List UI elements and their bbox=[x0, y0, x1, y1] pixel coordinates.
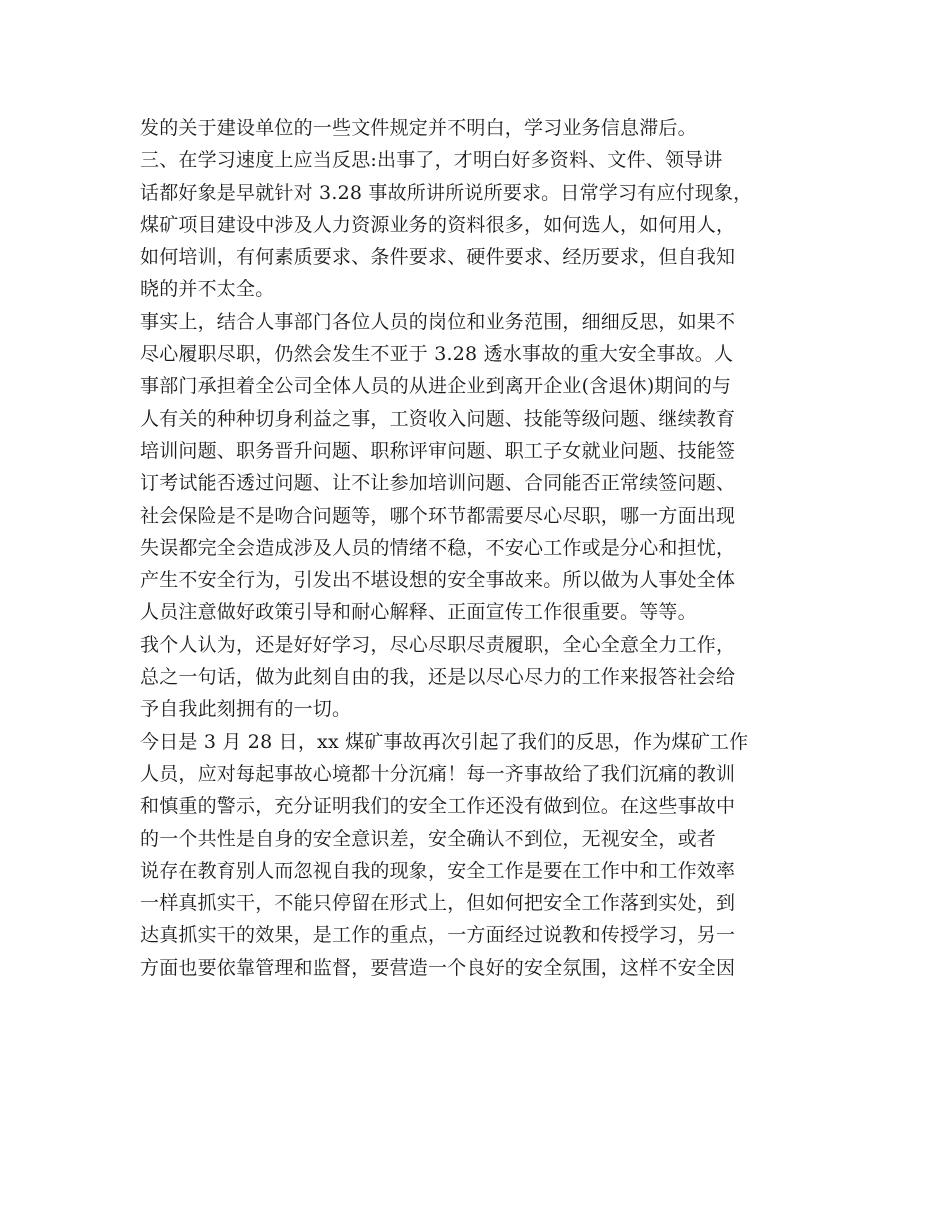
text-line: 说存在教育别人而忽视自我的现象，安全工作是要在工作中和工作效率 bbox=[140, 859, 736, 882]
text-line: 总之一句话，做为此刻自由的我，还是以尽心尽力的工作来报答社会给 bbox=[140, 666, 736, 689]
text-line: 方面也要依靠管理和监督，要营造一个良好的安全氛围，这样不安全因 bbox=[140, 956, 736, 979]
text-line: 失误都完全会造成涉及人员的情绪不稳，不安心工作或是分心和担忧， bbox=[140, 536, 736, 559]
text-line: 订考试能否透过问题、让不让参加培训问题、合同能否正常续签问题、 bbox=[140, 472, 736, 495]
text-line: 和慎重的警示，充分证明我们的安全工作还没有做到位。在这些事故中 bbox=[140, 795, 736, 818]
text-line: 发的关于建设单位的一些文件规定并不明白，学习业务信息滞后。 bbox=[140, 117, 697, 139]
text-line: 人员，应对每起事故心境都十分沉痛！每一齐事故给了我们沉痛的教训 bbox=[140, 762, 736, 785]
text-line: 今日是 3 月 28 日，xx 煤矿事故再次引起了我们的反思，作为煤矿工作 bbox=[140, 730, 749, 753]
text-line: 我个人认为，还是好好学习，尽心尽职尽责履职，全心全意全力工作， bbox=[140, 633, 736, 656]
text-line: 培训问题、职务晋升问题、职称评审问题、职工子女就业问题、技能签 bbox=[140, 439, 736, 462]
text-line: 晓的并不太全。 bbox=[140, 278, 275, 301]
text-line: 事实上，结合人事部门各位人员的岗位和业务范围，细细反思，如果不 bbox=[140, 310, 736, 333]
text-line: 社会保险是不是吻合问题等，哪个环节都需要尽心尽职，哪一方面出现 bbox=[140, 504, 736, 527]
text-line: 的一个共性是自身的安全意识差，安全确认不到位，无视安全，或者 bbox=[140, 827, 717, 850]
text-line: 达真抓实干的效果，是工作的重点，一方面经过说教和传授学习，另一 bbox=[140, 924, 736, 947]
text-line: 尽心履职尽职，仍然会发生不亚于 3.28 透水事故的重大安全事故。人 bbox=[140, 343, 734, 366]
text-line: 一样真抓实干，不能只停留在形式上，但如何把安全工作落到实处，到 bbox=[140, 892, 736, 915]
text-line: 人员注意做好政策引导和耐心解释、正面宣传工作很重要。等等。 bbox=[140, 601, 697, 624]
text-line: 话都好象是早就针对 3.28 事故所讲所说所要求。日常学习有应付现象， bbox=[140, 181, 753, 204]
text-line: 三、在学习速度上应当反思:出事了，才明白好多资料、文件、领导讲 bbox=[140, 149, 723, 172]
document-body bbox=[140, 112, 830, 984]
text-line: 煤矿项目建设中涉及人力资源业务的资料很多，如何选人，如何用人， bbox=[140, 213, 736, 236]
text-line: 予自我此刻拥有的一切。 bbox=[140, 698, 352, 721]
text-line: 产生不安全行为，引发出不堪设想的安全事故来。所以做为人事处全体 bbox=[140, 569, 736, 592]
text-line: 事部门承担着全公司全体人员的从进企业到离开企业(含退休)期间的与 bbox=[140, 375, 732, 398]
text-line: 人有关的种种切身利益之事，工资收入问题、技能等级问题、继续教育 bbox=[140, 407, 736, 430]
text-line: 如何培训，有何素质要求、条件要求、硬件要求、经历要求，但自我知 bbox=[140, 246, 736, 269]
